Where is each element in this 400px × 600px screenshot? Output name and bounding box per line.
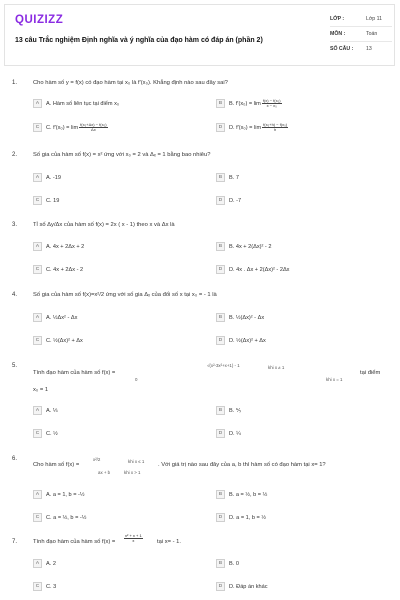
option-a[interactable] [33,173,61,182]
option-text: B. ⅕ [229,407,242,414]
option-text: B. 7 [229,174,239,181]
option-text: A. ½Δx² - Δx [46,314,78,321]
piecewise-bottom-condition: khi x = 1 [326,377,343,382]
option-d[interactable] [216,582,268,591]
option-text: C. ½ [46,430,58,437]
formula-fraction: $\frac{\text{f(x₀+Δx) − f(x₀)}}{\Delta x}$ [80,122,107,133]
option-a[interactable] [33,406,58,415]
option-letter-box: A [33,242,42,251]
option-c[interactable] [33,265,83,274]
piecewise-top-condition: khi x ≠ 1 [268,365,285,370]
question-text: Cho hàm số f(x) = [33,462,80,468]
option-letter-box: B [216,313,225,322]
option-text: A. 4x + 2Δx + 2 [46,243,85,250]
option-letter-box: D [216,513,225,522]
piecewise-top-condition: khi x ≤ 1 [128,459,145,464]
option-letter-box: B [216,490,225,499]
question-number: 4. [12,292,18,298]
question-number: 3. [12,222,18,228]
option-d[interactable] [216,429,241,438]
question-text: Số gia của hàm số f(x)=x²/2 ứng với số gia Δₓ của đối số x tại x₀ = - 1 là [33,292,217,298]
option-c[interactable] [33,123,109,132]
meta-value: 13 [366,46,372,52]
question-text: Tính đạo hàm của hàm số f(x) = [33,370,116,376]
page-title: 13 câu Trắc nghiệm Định nghĩa và ý nghĩa của đạo hàm có đáp án (phần 2) [15,37,263,44]
option-letter-box: B [216,559,225,568]
option-c[interactable] [33,513,86,522]
option-text: B. 4x + 2(Δx)² - 2 [229,243,272,250]
question-text: Tỉ số Δy/Δx của hàm số f(x) = 2x ( x - 1) theo x và Δx là [33,222,175,228]
option-text: D. ¼ [229,430,241,437]
option-a[interactable] [33,99,119,108]
option-b[interactable] [216,490,267,499]
option-text: B. ½(Δx)² - Δx [229,314,265,321]
option-text: C. 3 [46,583,57,590]
option-letter-box: C [33,513,42,522]
formula-fraction: $\frac{\text{f(x₀+h) − f(x₀)}}{h}$ [263,122,288,133]
option-text: C. 4x + 2Δx - 2 [46,266,84,273]
question-number: 2. [12,152,18,158]
option-text: C. 19 [46,197,60,204]
option-text: B. f'(x₀) = lim [229,100,261,107]
option-b[interactable] [216,173,239,182]
piecewise-bottom-condition: khi x > 1 [124,470,141,475]
question-text: Cho hàm số y = f(x) có đạo hàm tại x₀ là f'(x₀). Khẳng định nào sau đây sai? [33,80,228,86]
question-number: 6. [12,456,18,462]
meta-value: Toán [366,31,378,37]
option-d[interactable] [216,123,289,132]
quizizz-logo: QUIZIZZ [15,14,64,26]
option-letter-box: B [216,406,225,415]
option-letter-box: D [216,429,225,438]
option-letter-box: B [216,99,225,108]
piecewise-bottom-value: 0 [135,377,138,382]
option-text: B. 0 [229,560,239,567]
option-letter-box: C [33,336,42,345]
meta-table [330,12,392,56]
option-letter-box: A [33,490,42,499]
option-letter-box: A [33,99,42,108]
meta-key: SỐ CÂU : [330,46,354,52]
question-text-tail: tại điểm [360,370,381,376]
meta-row-class [330,12,392,27]
option-d[interactable] [216,513,266,522]
option-c[interactable] [33,429,58,438]
option-text: A. ⅓ [46,407,58,414]
option-letter-box: D [216,336,225,345]
formula-fraction: $\frac{\text{x² + x + 1}}{x}$ [125,533,142,544]
option-a[interactable] [33,313,77,322]
option-text: D. ½(Δx)² + Δx [229,337,266,344]
option-d[interactable] [216,265,289,274]
option-b[interactable] [216,242,271,251]
option-text: D. Đáp án khác [229,583,268,590]
question-text: Tính đạo hàm của hàm số f(x) = [33,539,116,545]
option-letter-box: D [216,265,225,274]
option-letter-box: C [33,123,42,132]
question-text-tail: tại x= - 1. [157,539,182,545]
option-c[interactable] [33,336,83,345]
meta-key: LỚP : [330,16,345,22]
option-text: A. a = 1, b = -½ [46,491,85,498]
option-text: D. a = 1, b = ½ [229,514,267,521]
option-text: A. 2 [46,560,56,567]
option-letter-box: D [216,582,225,591]
option-text: D. f'(x₀) = lim [229,124,262,131]
option-text: C. a = ½, b = -½ [46,514,87,521]
option-text: D. -7 [229,197,242,204]
question-text-tail: . Với giá trị nào sau đây của a, b thì hàm số có đạo hàm tại x= 1? [158,462,326,468]
option-letter-box: A [33,313,42,322]
piecewise-bottom-value: ax + b [98,470,111,475]
question-number: 7. [12,539,18,545]
option-b[interactable] [216,99,283,108]
formula-fraction: $\frac{\text{f(x) − f(x₀)}}{\text{x − x₀}}$ [262,98,281,109]
piecewise-top-expression: √(x²-3x²+x+1) - 1 [207,363,240,368]
meta-row-count [330,42,392,56]
option-a[interactable] [33,242,84,251]
option-b[interactable] [216,559,239,568]
question-number: 5. [12,363,18,369]
option-b[interactable] [216,313,264,322]
question-text: Số gia của hàm số f(x) = x² ứng với x₀ = 2 và Δₓ = 1 bằng bao nhiêu? [33,152,211,158]
option-c[interactable] [33,582,56,591]
document-header [4,4,395,66]
option-letter-box: C [33,429,42,438]
option-letter-box: C [33,582,42,591]
option-letter-box: D [216,196,225,205]
option-text: C. f'(x₀) = lim [46,124,79,131]
option-letter-box: C [33,196,42,205]
meta-key: MÔN : [330,31,346,37]
option-letter-box: A [33,406,42,415]
question-text-line2: x₀ = 1 [33,387,49,393]
option-d[interactable] [216,336,266,345]
option-letter-box: A [33,173,42,182]
option-letter-box: A [33,559,42,568]
meta-value: Lớp 11 [366,16,382,22]
option-letter-box: B [216,242,225,251]
option-text: B. a = ½, b = ½ [229,491,268,498]
option-text: A. Hàm số liên tục tại điểm x₀ [46,100,120,107]
option-text: A. -19 [46,174,61,181]
option-text: C. ½(Δx)² + Δx [46,337,83,344]
option-letter-box: C [33,265,42,274]
option-a[interactable] [33,490,85,499]
option-d[interactable] [216,196,241,205]
option-b[interactable] [216,406,241,415]
option-c[interactable] [33,196,59,205]
option-text: D. 4x . Δx + 2(Δx)² - 2Δx [229,266,290,273]
piecewise-top-expression: x²/2 [93,457,101,462]
meta-row-subject [330,27,392,42]
question-number: 1. [12,80,18,86]
option-a[interactable] [33,559,56,568]
option-letter-box: D [216,123,225,132]
option-letter-box: B [216,173,225,182]
